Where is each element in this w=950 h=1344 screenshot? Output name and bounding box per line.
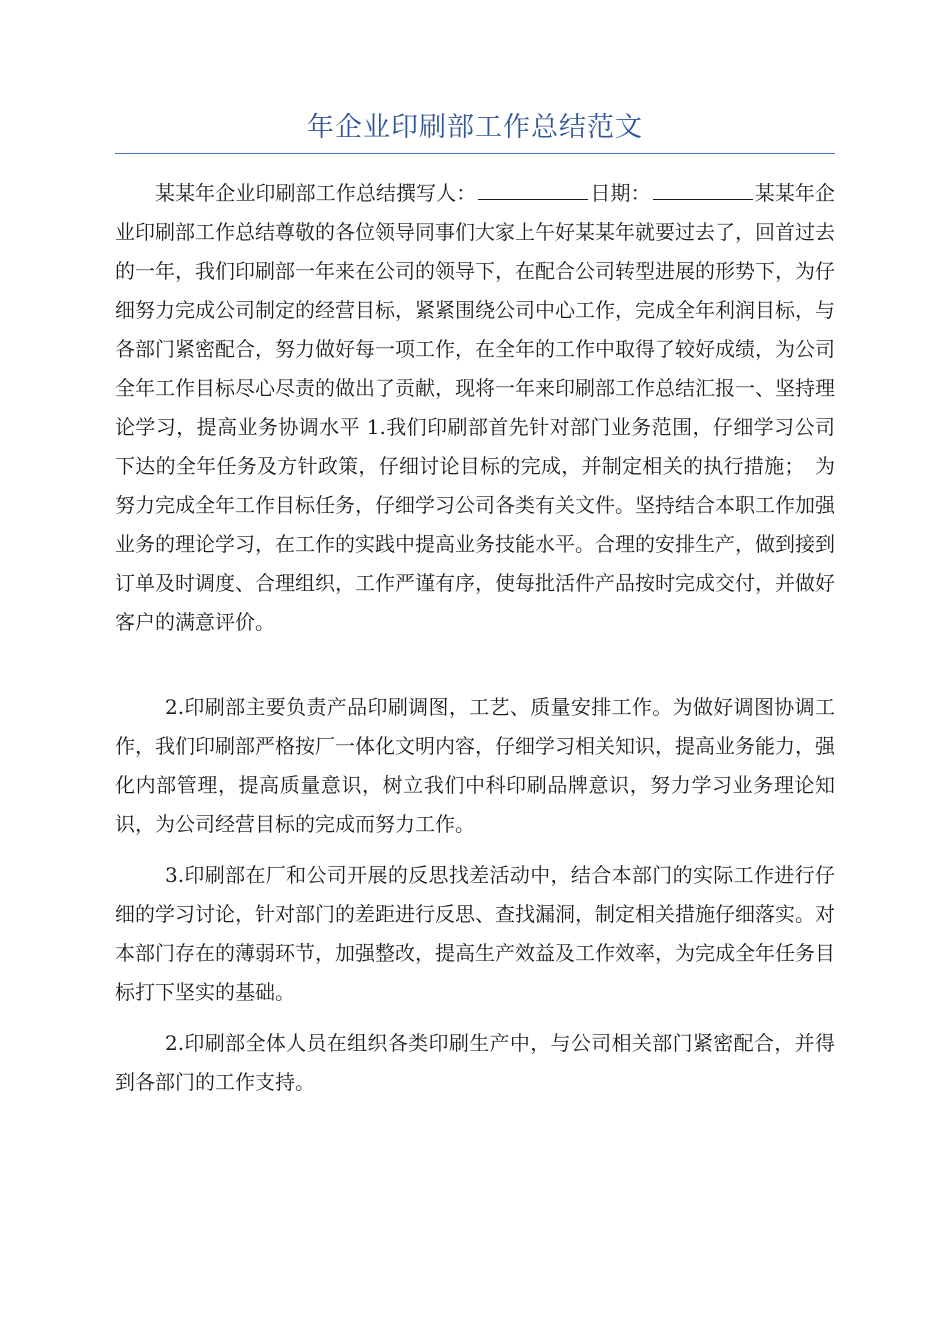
title-underline-rule xyxy=(115,153,835,154)
date-blank xyxy=(653,179,753,200)
date-label: 日期： xyxy=(590,181,651,205)
paragraph-3-text: 3.印刷部在厂和公司开展的反思找差活动中，结合本部门的实际工作进行仔细的学习讨论，针对部门的差距进行反思、查找漏洞，制定相关措施仔细落实。对本部门存在的薄弱环节，加强整改，提高生产效益及工作效率，为完成全年任务目标打下坚实的基础。 xyxy=(115,863,835,1004)
paragraph-3 xyxy=(115,856,835,1012)
paragraph-1-text: 某某年企业印刷部工作总结尊敬的各位领导同事们大家上午好某某年就要过去了，回首过去的一年，我们印刷部一年来在公司的领导下，在配合公司转型进展的形势下，为仔细努力完成公司制定的经营目标，紧紧围绕公司中心工作，完成全年利润目标，与各部门紧密配合，努力做好每一项工作，在全年的工作中取得了较好成绩，为公司全年工作目标尽心尽责的做出了贡献，现将一年来印刷部工作总结汇报一、坚持理论学习，提高业务协调水平 1.我们印刷部首先针对部门业务范围，仔细学习公司下达的全年任务及方针政策，仔细讨论目标的完成，并制定相关的执行措施； 为努力完成全年工作目标任务，仔细学习公司各类有关文件。坚持结合本职工作加强业务的理论学习，在工作的实践中提高业务技能水平。合理的安排生产，做到接到订单及时调度、合理组织，工作严谨有序，使每批活件产品按时完成交付，并做好客户的满意评价。 xyxy=(115,181,836,634)
document-title: 年企业印刷部工作总结范文 xyxy=(307,112,643,143)
paragraph-2 xyxy=(115,688,835,844)
paragraph-4 xyxy=(115,1024,835,1102)
author-label: 某某年企业印刷部工作总结撰写人： xyxy=(155,181,477,205)
author-blank xyxy=(478,179,588,200)
paragraph-4-text: 2.印刷部全体人员在组织各类印刷生产中，与公司相关部门紧密配合，并得到各部门的工作支持。 xyxy=(115,1031,835,1094)
paragraph-2-text: 2.印刷部主要负责产品印刷调图，工艺、质量安排工作。为做好调图协调工作，我们印刷部严格按厂一体化文明内容，仔细学习相关知识，提高业务能力，强化内部管理，提高质量意识，树立我们中科印刷品牌意识，努力学习业务理论知识，为公司经营目标的完成而努力工作。 xyxy=(115,695,835,836)
paragraph-1 xyxy=(115,174,835,642)
